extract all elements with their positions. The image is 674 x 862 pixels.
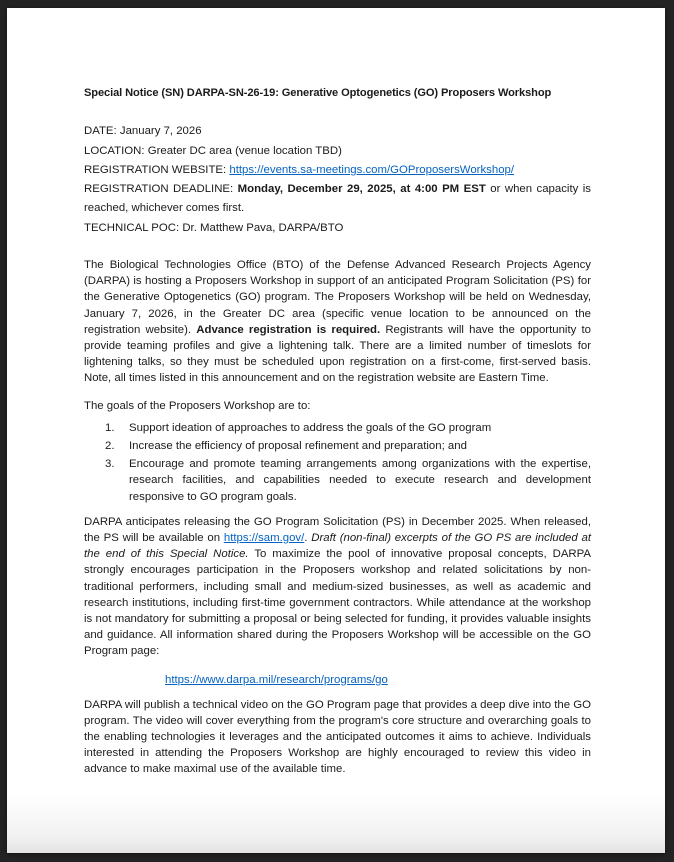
solicitation-text-after: To maximize the pool of innovative proposal concepts, DARPA strongly encourages participation in the Proposers workshop and related solicitations by non-traditional performers, including small and medium-sized businesses, as well as academic and research institutions, including first-time government contractors. While attendance at the workshop is not mandatory for submitting a proposal or being selected for funding, it provides valuable insights and guidance. All information shared during the Proposers Workshop will be accessible on the GO Program page:	[84, 548, 591, 658]
goal-item	[84, 456, 591, 505]
video-paragraph: DARPA will publish a technical video on the GO Program page that provides a deep dive into the GO program. The video will cover everything from the program's core structure and overarching goals to the enabling technologies it leverages and the anticipated outcomes it aims to achieve. Individuals interested in attending the Proposers Workshop are highly encouraged to review this video in advance to make maximal use of the available time.	[84, 698, 591, 776]
goal-item	[84, 420, 591, 436]
meta-location-value: Greater DC area (venue location TBD)	[147, 144, 342, 157]
registration-website-link[interactable]: https://events.sa-meetings.com/GOProposersWorkshop/	[229, 163, 515, 176]
meta-deadline-rest: or when capacity is reached, whichever comes first.	[84, 183, 591, 215]
solicitation-text-mid: .	[304, 532, 312, 545]
meta-poc-label: TECHNICAL POC:	[84, 221, 183, 234]
meta-poc-line	[84, 219, 591, 238]
solicitation-text-before: DARPA anticipates releasing the GO Program Solicitation (PS) in December 2025. When released, the PS will be available on	[84, 515, 591, 545]
meta-website-line	[84, 161, 591, 180]
meta-block	[84, 122, 591, 238]
goal-item	[84, 438, 591, 454]
program-page-link-line	[84, 671, 591, 690]
meta-date-label: DATE:	[84, 125, 120, 138]
goal-number: 3.	[105, 458, 115, 471]
document-page	[7, 8, 665, 853]
solicitation-paragraph	[84, 514, 591, 660]
goal-text: Increase the efficiency of proposal refinement and preparation; and	[129, 440, 467, 453]
goal-number: 1.	[105, 421, 115, 434]
meta-date-value: January 7, 2026	[119, 125, 202, 138]
goals-list	[84, 420, 591, 505]
program-page-link[interactable]: https://www.darpa.mil/research/programs/go	[165, 673, 388, 686]
advance-registration-bold: Advance registration is required.	[196, 323, 381, 336]
meta-location-label: LOCATION:	[84, 144, 148, 157]
meta-date-line	[84, 122, 591, 141]
intro-text-after: Registrants will have the opportunity to provide teaming profiles and give a lightening talk. There are a limited number of timeslots for lightening talks, so they must be scheduled upon registration on a first-come, first-served basis. Note, all times listed in this announcement and on the registration website are Eastern Time.	[84, 323, 591, 385]
doc-title: Special Notice (SN) DARPA-SN-26-19: Generative Optogenetics (GO) Proposers Workshop	[84, 87, 552, 99]
intro-text-before: The Biological Technologies Office (BTO) of the Defense Advanced Research Projects Agency (DARPA) is hosting a Proposers Workshop in support of an anticipated Program Solicitation (PS) for the Generative Optogenetics (GO) program. The Proposers Workshop will be held on Wednesday, January 7, 2026, in the Greater DC area (specific venue location to be announced on the registration website).	[84, 258, 591, 336]
intro-paragraph	[84, 257, 591, 387]
meta-deadline-label: REGISTRATION DEADLINE:	[84, 183, 238, 196]
goal-text: Encourage and promote teaming arrangements among organizations with the expertise, research facilities, and capabilities needed to execute research and development responsive to GO program goals.	[129, 458, 591, 503]
meta-deadline-line	[84, 180, 591, 219]
ps-excerpt-italic: Draft (non-final) excerpts of the GO PS are included at the end of this Special Notice.	[84, 532, 591, 561]
goal-text: Support ideation of approaches to address the goals of the GO program	[129, 421, 492, 434]
meta-website-label: REGISTRATION WEBSITE:	[84, 163, 230, 176]
document-content	[7, 8, 665, 778]
goals-heading: The goals of the Proposers Workshop are to:	[84, 399, 311, 412]
sam-gov-link[interactable]: https://sam.gov/	[223, 532, 305, 545]
goal-number: 2.	[105, 440, 115, 453]
meta-deadline-bold: Monday, December 29, 2025, at 4:00 PM EST	[237, 183, 486, 196]
meta-poc-value: Dr. Matthew Pava, DARPA/BTO	[182, 221, 344, 234]
meta-location-line	[84, 142, 591, 161]
